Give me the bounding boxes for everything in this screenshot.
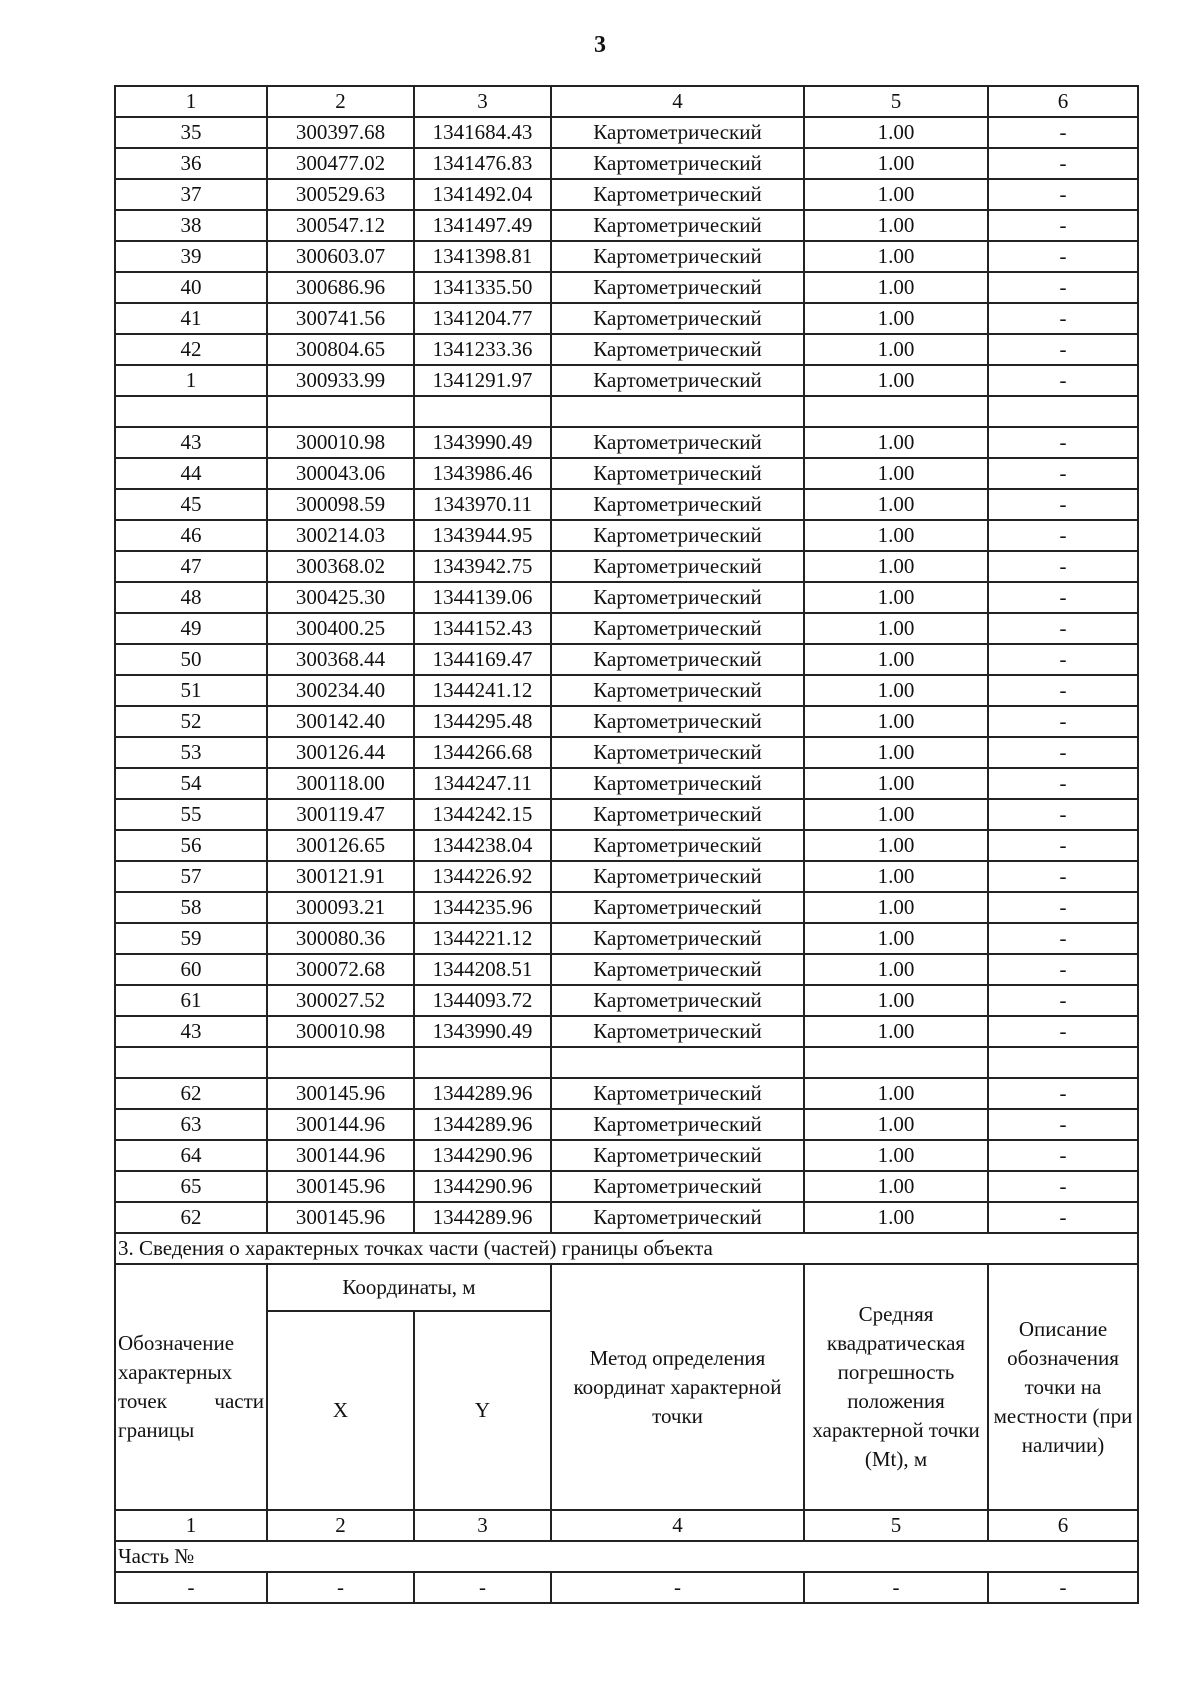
table-row [115, 613, 1138, 644]
y-coordinate-cell: 1341335.50 [414, 272, 551, 303]
point-number-cell: 53 [115, 737, 267, 768]
table-row [115, 1171, 1138, 1202]
table-row [115, 303, 1138, 334]
method-cell: Картометрический [551, 613, 804, 644]
x-coordinate-cell: 300142.40 [267, 706, 414, 737]
mt-error-cell: 1.00 [804, 644, 988, 675]
empty-cell [115, 1047, 267, 1078]
table-row [115, 179, 1138, 210]
method-cell: Картометрический [551, 272, 804, 303]
y-coordinate-cell: 1344169.47 [414, 644, 551, 675]
description-cell: - [988, 179, 1138, 210]
empty-cell [988, 1047, 1138, 1078]
x-coordinate-cell: 300145.96 [267, 1202, 414, 1233]
table-row [115, 1016, 1138, 1047]
method-cell: Картометрический [551, 489, 804, 520]
part-label: Часть № [115, 1541, 1138, 1572]
point-number-cell: 42 [115, 334, 267, 365]
description-cell: - [988, 1202, 1138, 1233]
x-coordinate-cell: 300368.02 [267, 551, 414, 582]
method-cell: Картометрический [551, 706, 804, 737]
table-row [115, 582, 1138, 613]
description-cell: - [988, 427, 1138, 458]
point-number-cell: 36 [115, 148, 267, 179]
table-row [115, 489, 1138, 520]
mt-error-cell: 1.00 [804, 551, 988, 582]
description-cell: - [988, 489, 1138, 520]
column-number: 4 [551, 1510, 804, 1541]
description-cell: - [988, 458, 1138, 489]
point-number-cell: 51 [115, 675, 267, 706]
empty-cell [804, 1047, 988, 1078]
y-coordinate-cell: 1341492.04 [414, 179, 551, 210]
page-number: 3 [594, 32, 606, 58]
description-cell: - [988, 210, 1138, 241]
empty-cell [267, 396, 414, 427]
column-number: 4 [551, 86, 804, 117]
table-row [115, 241, 1138, 272]
x-coordinate-cell: 300477.02 [267, 148, 414, 179]
description-cell: - [988, 1078, 1138, 1109]
method-cell: Картометрический [551, 985, 804, 1016]
description-cell: - [988, 861, 1138, 892]
description-cell: - [988, 1171, 1138, 1202]
x-coordinate-cell: 300010.98 [267, 1016, 414, 1047]
x-coordinate-cell: 300144.96 [267, 1140, 414, 1171]
column-number: 2 [267, 86, 414, 117]
point-number-cell: 57 [115, 861, 267, 892]
method-cell: Картометрический [551, 148, 804, 179]
mt-error-cell: 1.00 [804, 892, 988, 923]
x-coordinate-cell: 300397.68 [267, 117, 414, 148]
description-cell: - [988, 799, 1138, 830]
mt-error-cell: 1.00 [804, 241, 988, 272]
table-row [115, 737, 1138, 768]
description-cell: - [988, 985, 1138, 1016]
table-row [115, 830, 1138, 861]
y-coordinate-cell: 1344221.12 [414, 923, 551, 954]
mt-error-cell: 1.00 [804, 427, 988, 458]
x-coordinate-cell: 300093.21 [267, 892, 414, 923]
description-cell: - [988, 706, 1138, 737]
y-coordinate-cell: 1344289.96 [414, 1202, 551, 1233]
mt-error-cell: 1.00 [804, 1171, 988, 1202]
empty-cell [804, 396, 988, 427]
method-cell: Картометрический [551, 303, 804, 334]
method-cell: Картометрический [551, 334, 804, 365]
column-number: 6 [988, 1510, 1138, 1541]
method-cell: Картометрический [551, 737, 804, 768]
method-cell: Картометрический [551, 768, 804, 799]
x-coordinate-cell: 300741.56 [267, 303, 414, 334]
description-cell: - [988, 520, 1138, 551]
description-cell: - [988, 303, 1138, 334]
mt-error-cell: 1.00 [804, 954, 988, 985]
point-number-cell: 50 [115, 644, 267, 675]
table-row [115, 1078, 1138, 1109]
point-number-cell: 41 [115, 303, 267, 334]
y-coordinate-cell: 1343990.49 [414, 427, 551, 458]
mt-error-cell: 1.00 [804, 737, 988, 768]
table-row [115, 675, 1138, 706]
mt-error-cell: 1.00 [804, 1109, 988, 1140]
x-coordinate-cell: 300400.25 [267, 613, 414, 644]
mt-error-cell: 1.00 [804, 272, 988, 303]
empty-cell [988, 396, 1138, 427]
method-cell: Картометрический [551, 799, 804, 830]
x-coordinate-cell: 300603.07 [267, 241, 414, 272]
column-number-row [115, 86, 1138, 117]
table-cell: - [267, 1572, 414, 1603]
description-cell: - [988, 737, 1138, 768]
y-coordinate-cell: 1341204.77 [414, 303, 551, 334]
point-number-cell: 48 [115, 582, 267, 613]
mt-error-cell: 1.00 [804, 117, 988, 148]
coordinates-header: Координаты, м [267, 1264, 551, 1311]
description-cell: - [988, 768, 1138, 799]
mt-error-cell: 1.00 [804, 210, 988, 241]
method-cell: Картометрический [551, 923, 804, 954]
method-cell: Картометрический [551, 892, 804, 923]
description-cell: - [988, 1140, 1138, 1171]
method-cell: Картометрический [551, 1109, 804, 1140]
y-coordinate-cell: 1344247.11 [414, 768, 551, 799]
mt-error-cell: 1.00 [804, 1078, 988, 1109]
y-coordinate-cell: 1344139.06 [414, 582, 551, 613]
y-coordinate-cell: 1343942.75 [414, 551, 551, 582]
point-number-cell: 63 [115, 1109, 267, 1140]
column-number: 1 [115, 86, 267, 117]
description-cell: - [988, 551, 1138, 582]
method-cell: Картометрический [551, 675, 804, 706]
x-coordinate-cell: 300145.96 [267, 1078, 414, 1109]
table-row [115, 644, 1138, 675]
table-row [115, 799, 1138, 830]
table-cell: - [804, 1572, 988, 1603]
table-row [115, 551, 1138, 582]
x-header: X [267, 1311, 414, 1510]
mt-error-cell: 1.00 [804, 675, 988, 706]
separator-row [115, 1047, 1138, 1078]
point-number-cell: 65 [115, 1171, 267, 1202]
description-cell: - [988, 272, 1138, 303]
y-coordinate-cell: 1343944.95 [414, 520, 551, 551]
table-cell: - [414, 1572, 551, 1603]
y-coordinate-cell: 1344208.51 [414, 954, 551, 985]
mt-error-cell: 1.00 [804, 861, 988, 892]
description-cell: - [988, 148, 1138, 179]
method-cell: Картометрический [551, 1078, 804, 1109]
point-number-cell: 1 [115, 365, 267, 396]
x-coordinate-cell: 300214.03 [267, 520, 414, 551]
y-coordinate-cell: 1344295.48 [414, 706, 551, 737]
table-row [115, 1109, 1138, 1140]
point-number-cell: 44 [115, 458, 267, 489]
table-row [115, 768, 1138, 799]
description-cell: - [988, 923, 1138, 954]
empty-cell [414, 396, 551, 427]
point-number-cell: 56 [115, 830, 267, 861]
point-number-cell: 55 [115, 799, 267, 830]
table-row [115, 365, 1138, 396]
method-header: Метод определения координат характерной точки [551, 1264, 804, 1510]
method-cell: Картометрический [551, 117, 804, 148]
table-row [115, 427, 1138, 458]
description-cell: - [988, 241, 1138, 272]
method-cell: Картометрический [551, 427, 804, 458]
point-number-cell: 43 [115, 427, 267, 458]
mt-error-cell: 1.00 [804, 365, 988, 396]
description-header: Описание обозначения точки на местности (при наличии) [988, 1264, 1138, 1510]
y-coordinate-cell: 1341476.83 [414, 148, 551, 179]
section-title-row [115, 1233, 1138, 1264]
x-coordinate-cell: 300126.65 [267, 830, 414, 861]
x-coordinate-cell: 300686.96 [267, 272, 414, 303]
x-coordinate-cell: 300234.40 [267, 675, 414, 706]
point-number-cell: 61 [115, 985, 267, 1016]
table-row [115, 272, 1138, 303]
y-coordinate-cell: 1344235.96 [414, 892, 551, 923]
method-cell: Картометрический [551, 1171, 804, 1202]
x-coordinate-cell: 300119.47 [267, 799, 414, 830]
empty-part-row [115, 1572, 1138, 1603]
mt-error-cell: 1.00 [804, 148, 988, 179]
mt-error-cell: 1.00 [804, 830, 988, 861]
point-number-cell: 38 [115, 210, 267, 241]
y-coordinate-cell: 1344093.72 [414, 985, 551, 1016]
table-row [115, 1140, 1138, 1171]
method-cell: Картометрический [551, 1140, 804, 1171]
table-row [115, 892, 1138, 923]
method-cell: Картометрический [551, 241, 804, 272]
table-cell: - [988, 1572, 1138, 1603]
empty-cell [551, 396, 804, 427]
x-coordinate-cell: 300027.52 [267, 985, 414, 1016]
empty-cell [551, 1047, 804, 1078]
column-number: 3 [414, 1510, 551, 1541]
method-cell: Картометрический [551, 644, 804, 675]
y-coordinate-cell: 1343970.11 [414, 489, 551, 520]
point-number-cell: 59 [115, 923, 267, 954]
point-number-cell: 58 [115, 892, 267, 923]
column-number: 5 [804, 1510, 988, 1541]
table-row [115, 861, 1138, 892]
point-number-cell: 64 [115, 1140, 267, 1171]
method-cell: Картометрический [551, 830, 804, 861]
method-cell: Картометрический [551, 179, 804, 210]
method-cell: Картометрический [551, 954, 804, 985]
method-cell: Картометрический [551, 520, 804, 551]
y-coordinate-cell: 1344242.15 [414, 799, 551, 830]
mt-error-cell: 1.00 [804, 985, 988, 1016]
description-cell: - [988, 644, 1138, 675]
mt-error-header: Средняя квадратическая погрешность положения характерной точки (Mt), м [804, 1264, 988, 1510]
y-coordinate-cell: 1344266.68 [414, 737, 551, 768]
method-cell: Картометрический [551, 861, 804, 892]
table-row [115, 520, 1138, 551]
point-number-cell: 54 [115, 768, 267, 799]
description-cell: - [988, 365, 1138, 396]
y-coordinate-cell: 1341291.97 [414, 365, 551, 396]
mt-error-cell: 1.00 [804, 1016, 988, 1047]
y-coordinate-cell: 1344226.92 [414, 861, 551, 892]
table-row [115, 458, 1138, 489]
x-coordinate-cell: 300425.30 [267, 582, 414, 613]
table-cell: - [115, 1572, 267, 1603]
point-number-cell: 39 [115, 241, 267, 272]
section-header-row [115, 1264, 1138, 1311]
separator-row [115, 396, 1138, 427]
y-coordinate-cell: 1344289.96 [414, 1109, 551, 1140]
point-number-cell: 47 [115, 551, 267, 582]
method-cell: Картометрический [551, 1016, 804, 1047]
x-coordinate-cell: 300933.99 [267, 365, 414, 396]
section-number-row [115, 1510, 1138, 1541]
y-coordinate-cell: 1341497.49 [414, 210, 551, 241]
mt-error-cell: 1.00 [804, 179, 988, 210]
empty-cell [115, 396, 267, 427]
table-row [115, 923, 1138, 954]
table-row [115, 1202, 1138, 1233]
description-cell: - [988, 117, 1138, 148]
mt-error-cell: 1.00 [804, 1202, 988, 1233]
column-number: 2 [267, 1510, 414, 1541]
method-cell: Картометрический [551, 582, 804, 613]
y-coordinate-cell: 1341684.43 [414, 117, 551, 148]
mt-error-cell: 1.00 [804, 1140, 988, 1171]
point-number-cell: 46 [115, 520, 267, 551]
y-coordinate-cell: 1344290.96 [414, 1140, 551, 1171]
y-coordinate-cell: 1344241.12 [414, 675, 551, 706]
description-cell: - [988, 1016, 1138, 1047]
point-designation-header: Обозначение характерных точек части границы [115, 1264, 267, 1510]
empty-cell [267, 1047, 414, 1078]
mt-error-cell: 1.00 [804, 613, 988, 644]
point-number-cell: 60 [115, 954, 267, 985]
x-coordinate-cell: 300010.98 [267, 427, 414, 458]
x-coordinate-cell: 300144.96 [267, 1109, 414, 1140]
mt-error-cell: 1.00 [804, 768, 988, 799]
table-row [115, 117, 1138, 148]
y-coordinate-cell: 1344290.96 [414, 1171, 551, 1202]
boundary-points-table [114, 85, 1139, 1604]
point-number-cell: 52 [115, 706, 267, 737]
y-coordinate-cell: 1341233.36 [414, 334, 551, 365]
section-title: 3. Сведения о характерных точках части (частей) границы объекта [115, 1233, 1138, 1264]
table-row [115, 706, 1138, 737]
point-number-cell: 35 [115, 117, 267, 148]
point-number-cell: 45 [115, 489, 267, 520]
method-cell: Картометрический [551, 458, 804, 489]
table-row [115, 985, 1138, 1016]
table-row [115, 210, 1138, 241]
table-row [115, 954, 1138, 985]
table-cell: - [551, 1572, 804, 1603]
point-number-cell: 62 [115, 1202, 267, 1233]
description-cell: - [988, 334, 1138, 365]
y-coordinate-cell: 1343986.46 [414, 458, 551, 489]
x-coordinate-cell: 300118.00 [267, 768, 414, 799]
point-number-cell: 40 [115, 272, 267, 303]
point-number-cell: 49 [115, 613, 267, 644]
x-coordinate-cell: 300126.44 [267, 737, 414, 768]
mt-error-cell: 1.00 [804, 303, 988, 334]
x-coordinate-cell: 300043.06 [267, 458, 414, 489]
mt-error-cell: 1.00 [804, 458, 988, 489]
method-cell: Картометрический [551, 551, 804, 582]
y-coordinate-cell: 1341398.81 [414, 241, 551, 272]
y-coordinate-cell: 1343990.49 [414, 1016, 551, 1047]
point-number-cell: 43 [115, 1016, 267, 1047]
description-cell: - [988, 1109, 1138, 1140]
description-cell: - [988, 954, 1138, 985]
mt-error-cell: 1.00 [804, 489, 988, 520]
method-cell: Картометрический [551, 365, 804, 396]
mt-error-cell: 1.00 [804, 582, 988, 613]
description-cell: - [988, 830, 1138, 861]
x-coordinate-cell: 300804.65 [267, 334, 414, 365]
mt-error-cell: 1.00 [804, 520, 988, 551]
x-coordinate-cell: 300098.59 [267, 489, 414, 520]
method-cell: Картометрический [551, 1202, 804, 1233]
description-cell: - [988, 892, 1138, 923]
mt-error-cell: 1.00 [804, 334, 988, 365]
column-number: 5 [804, 86, 988, 117]
point-number-cell: 37 [115, 179, 267, 210]
table-row [115, 334, 1138, 365]
y-coordinate-cell: 1344152.43 [414, 613, 551, 644]
description-cell: - [988, 582, 1138, 613]
mt-error-cell: 1.00 [804, 706, 988, 737]
column-number: 3 [414, 86, 551, 117]
table-row [115, 148, 1138, 179]
x-coordinate-cell: 300072.68 [267, 954, 414, 985]
empty-cell [414, 1047, 551, 1078]
point-number-cell: 62 [115, 1078, 267, 1109]
x-coordinate-cell: 300547.12 [267, 210, 414, 241]
mt-error-cell: 1.00 [804, 923, 988, 954]
description-cell: - [988, 613, 1138, 644]
y-coordinate-cell: 1344238.04 [414, 830, 551, 861]
x-coordinate-cell: 300080.36 [267, 923, 414, 954]
x-coordinate-cell: 300368.44 [267, 644, 414, 675]
x-coordinate-cell: 300121.91 [267, 861, 414, 892]
description-cell: - [988, 675, 1138, 706]
x-coordinate-cell: 300145.96 [267, 1171, 414, 1202]
y-header: Y [414, 1311, 551, 1510]
method-cell: Картометрический [551, 210, 804, 241]
mt-error-cell: 1.00 [804, 799, 988, 830]
column-number: 1 [115, 1510, 267, 1541]
y-coordinate-cell: 1344289.96 [414, 1078, 551, 1109]
column-number: 6 [988, 86, 1138, 117]
part-number-row [115, 1541, 1138, 1572]
x-coordinate-cell: 300529.63 [267, 179, 414, 210]
